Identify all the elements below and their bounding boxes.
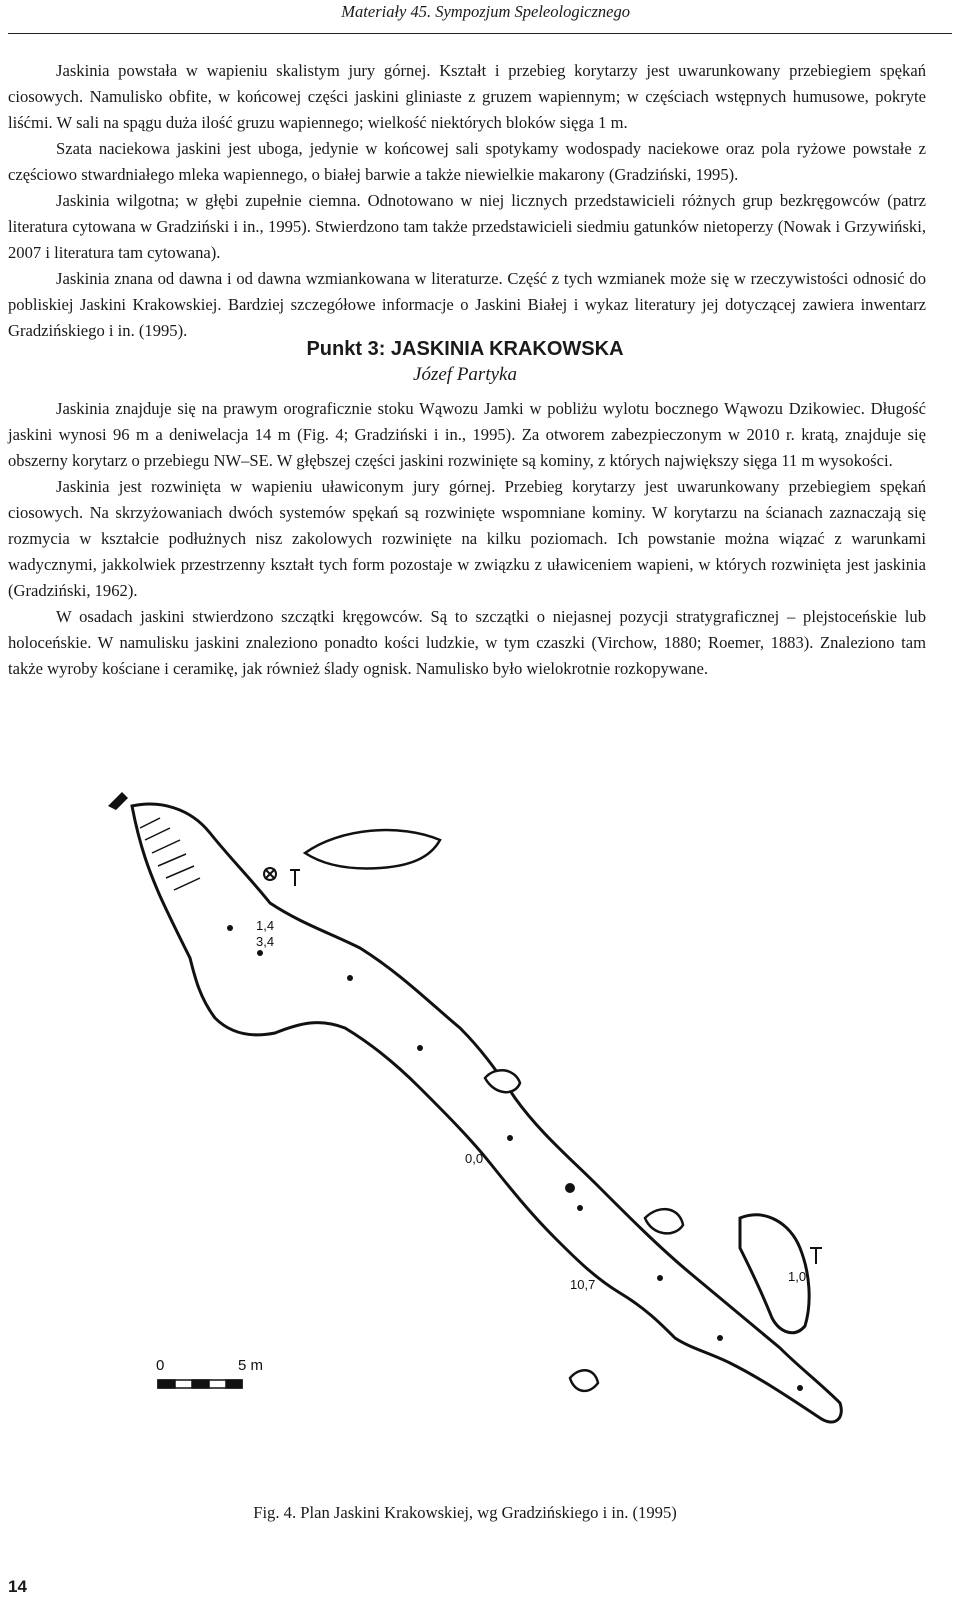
paragraph: Szata naciekowa jaskini jest uboga, jedynie w końcowej sali spotykamy wodospady naciekowe oraz pola ryżowe powstałe z częściowo stwardniałego mleka wapiennego, o białej barwie a także niewielkie makarony (Gradziński, 1995). xyxy=(8,139,926,184)
paragraph: Jaskinia znajduje się na prawym orograficznie stoku Wąwozu Jamki w pobliżu wylotu bocznego Wąwozu Dzikowiec. Długość jaskini wynosi 96 m a deniwelacja 14 m (Fig. 4; Gradziński i in., 1995). Za otworem zabezpieczonym w 2010 r. kratą, znajduje się obszerny korytarz o przebiegu NW–SE. W głębszej części jaskini rozwinięte są kominy, z których największy sięga 11 m wysokości. xyxy=(8,399,926,470)
running-header xyxy=(0,0,960,36)
header-rule xyxy=(8,33,952,34)
figure-caption: Fig. 4. Plan Jaskini Krakowskiej, wg Gradzińskiego i in. (1995) xyxy=(253,1503,677,1522)
section-title: Punkt 3: JASKINIA KRAKOWSKA xyxy=(306,338,624,360)
paragraph: Jaskinia powstała w wapieniu skalistym jury górnej. Kształt i przebieg korytarzy jest uwarunkowany przebiegiem spękań ciosowych. Namulisko obfite, w końcowej części jaskini gliniaste z gruzem wapiennym; w częściach wstępnych humusowe, pokryte liśćmi. W sali na spągu duża ilość gruzu wapiennego; wielkość niektórych bloków sięga 1 m. xyxy=(8,61,926,132)
depth-label: 1,0 xyxy=(788,1269,807,1284)
paragraph: Jaskinia jest rozwinięta w wapieniu uławiconym jury górnej. Przebieg korytarzy jest uwarunkowany przebiegiem spękań ciosowych. Na skrzyżowaniach dwóch systemów spękań są rozwinięte wspomniane kominy. W korytarzu na ścianach zaznaczają się rozmycia w kształcie podłużnych nisz zakolowych rozwinięte na kilku poziomach. Ich powstanie można wiązać z warunkami wadycznymi, jakkolwiek przestrzenny kształt tych form pozostaje w związku z uławiceniem wapieni, w których rozwinięta jest jaskinia (Gradziński, 1962). xyxy=(8,477,926,600)
page-number: 14 xyxy=(8,1577,27,1596)
scale-bar xyxy=(158,1380,242,1388)
paragraph: W osadach jaskini stwierdzono szczątki kręgowców. Są to szczątki o niejasnej pozycji stratygraficznej – plejstoceńskie lub holoceńskie. W namulisku jaskini znaleziono ponadto kości ludzkie, w tym czaszki (Virchow, 1880; Roemer, 1883). Znaleziono tam także wyroby kościane i ceramikę, jak również ślady ognisk. Namulisko było wielokrotnie rozkopywane. xyxy=(8,607,926,678)
scale-label-five: 5 m xyxy=(238,1357,264,1374)
paragraph: Jaskinia wilgotna; w głębi zupełnie ciemna. Odnotowano w niej licznych przedstawicieli różnych grup bezkręgowców (patrz literatura cytowana w Gradziński i in., 1995). Stwierdzono tam także przedstawicieli siedmiu gatunków nietoperzy (Nowak i Grzywiński, 2007 i literatura tam cytowana). xyxy=(8,191,926,262)
cave-outline xyxy=(132,804,841,1422)
cave-plan-map xyxy=(100,778,870,1458)
depth-label: 1,4 xyxy=(256,918,275,933)
entrance-arrow-icon xyxy=(108,792,128,810)
journal-title: Materiały 45. Sympozjum Speleologicznego xyxy=(341,2,630,21)
detached-passage xyxy=(305,830,440,868)
depth-label: 3,4 xyxy=(256,934,275,949)
detached-passage xyxy=(570,1370,598,1391)
section-text xyxy=(8,396,926,682)
paragraph: Jaskinia znana od dawna i od dawna wzmiankowana w literaturze. Część z tych wzmianek może się w rzeczywistości odnosić do pobliskiej Jaskini Krakowskiej. Bardziej szczegółowe informacje o Jaskini Białej i wykaz literatury jej dotyczącej zawiera inwentarz Gradzińskiego i in. (1995). xyxy=(8,269,926,340)
depth-label: 0,0 xyxy=(465,1151,484,1166)
intro-text xyxy=(8,58,926,344)
depth-label: 10,7 xyxy=(570,1277,596,1292)
scale-label-zero: 0 xyxy=(156,1357,165,1374)
cave-plan-figure xyxy=(100,778,870,1458)
detached-passage xyxy=(645,1209,683,1233)
section-author: Józef Partyka xyxy=(413,364,517,385)
